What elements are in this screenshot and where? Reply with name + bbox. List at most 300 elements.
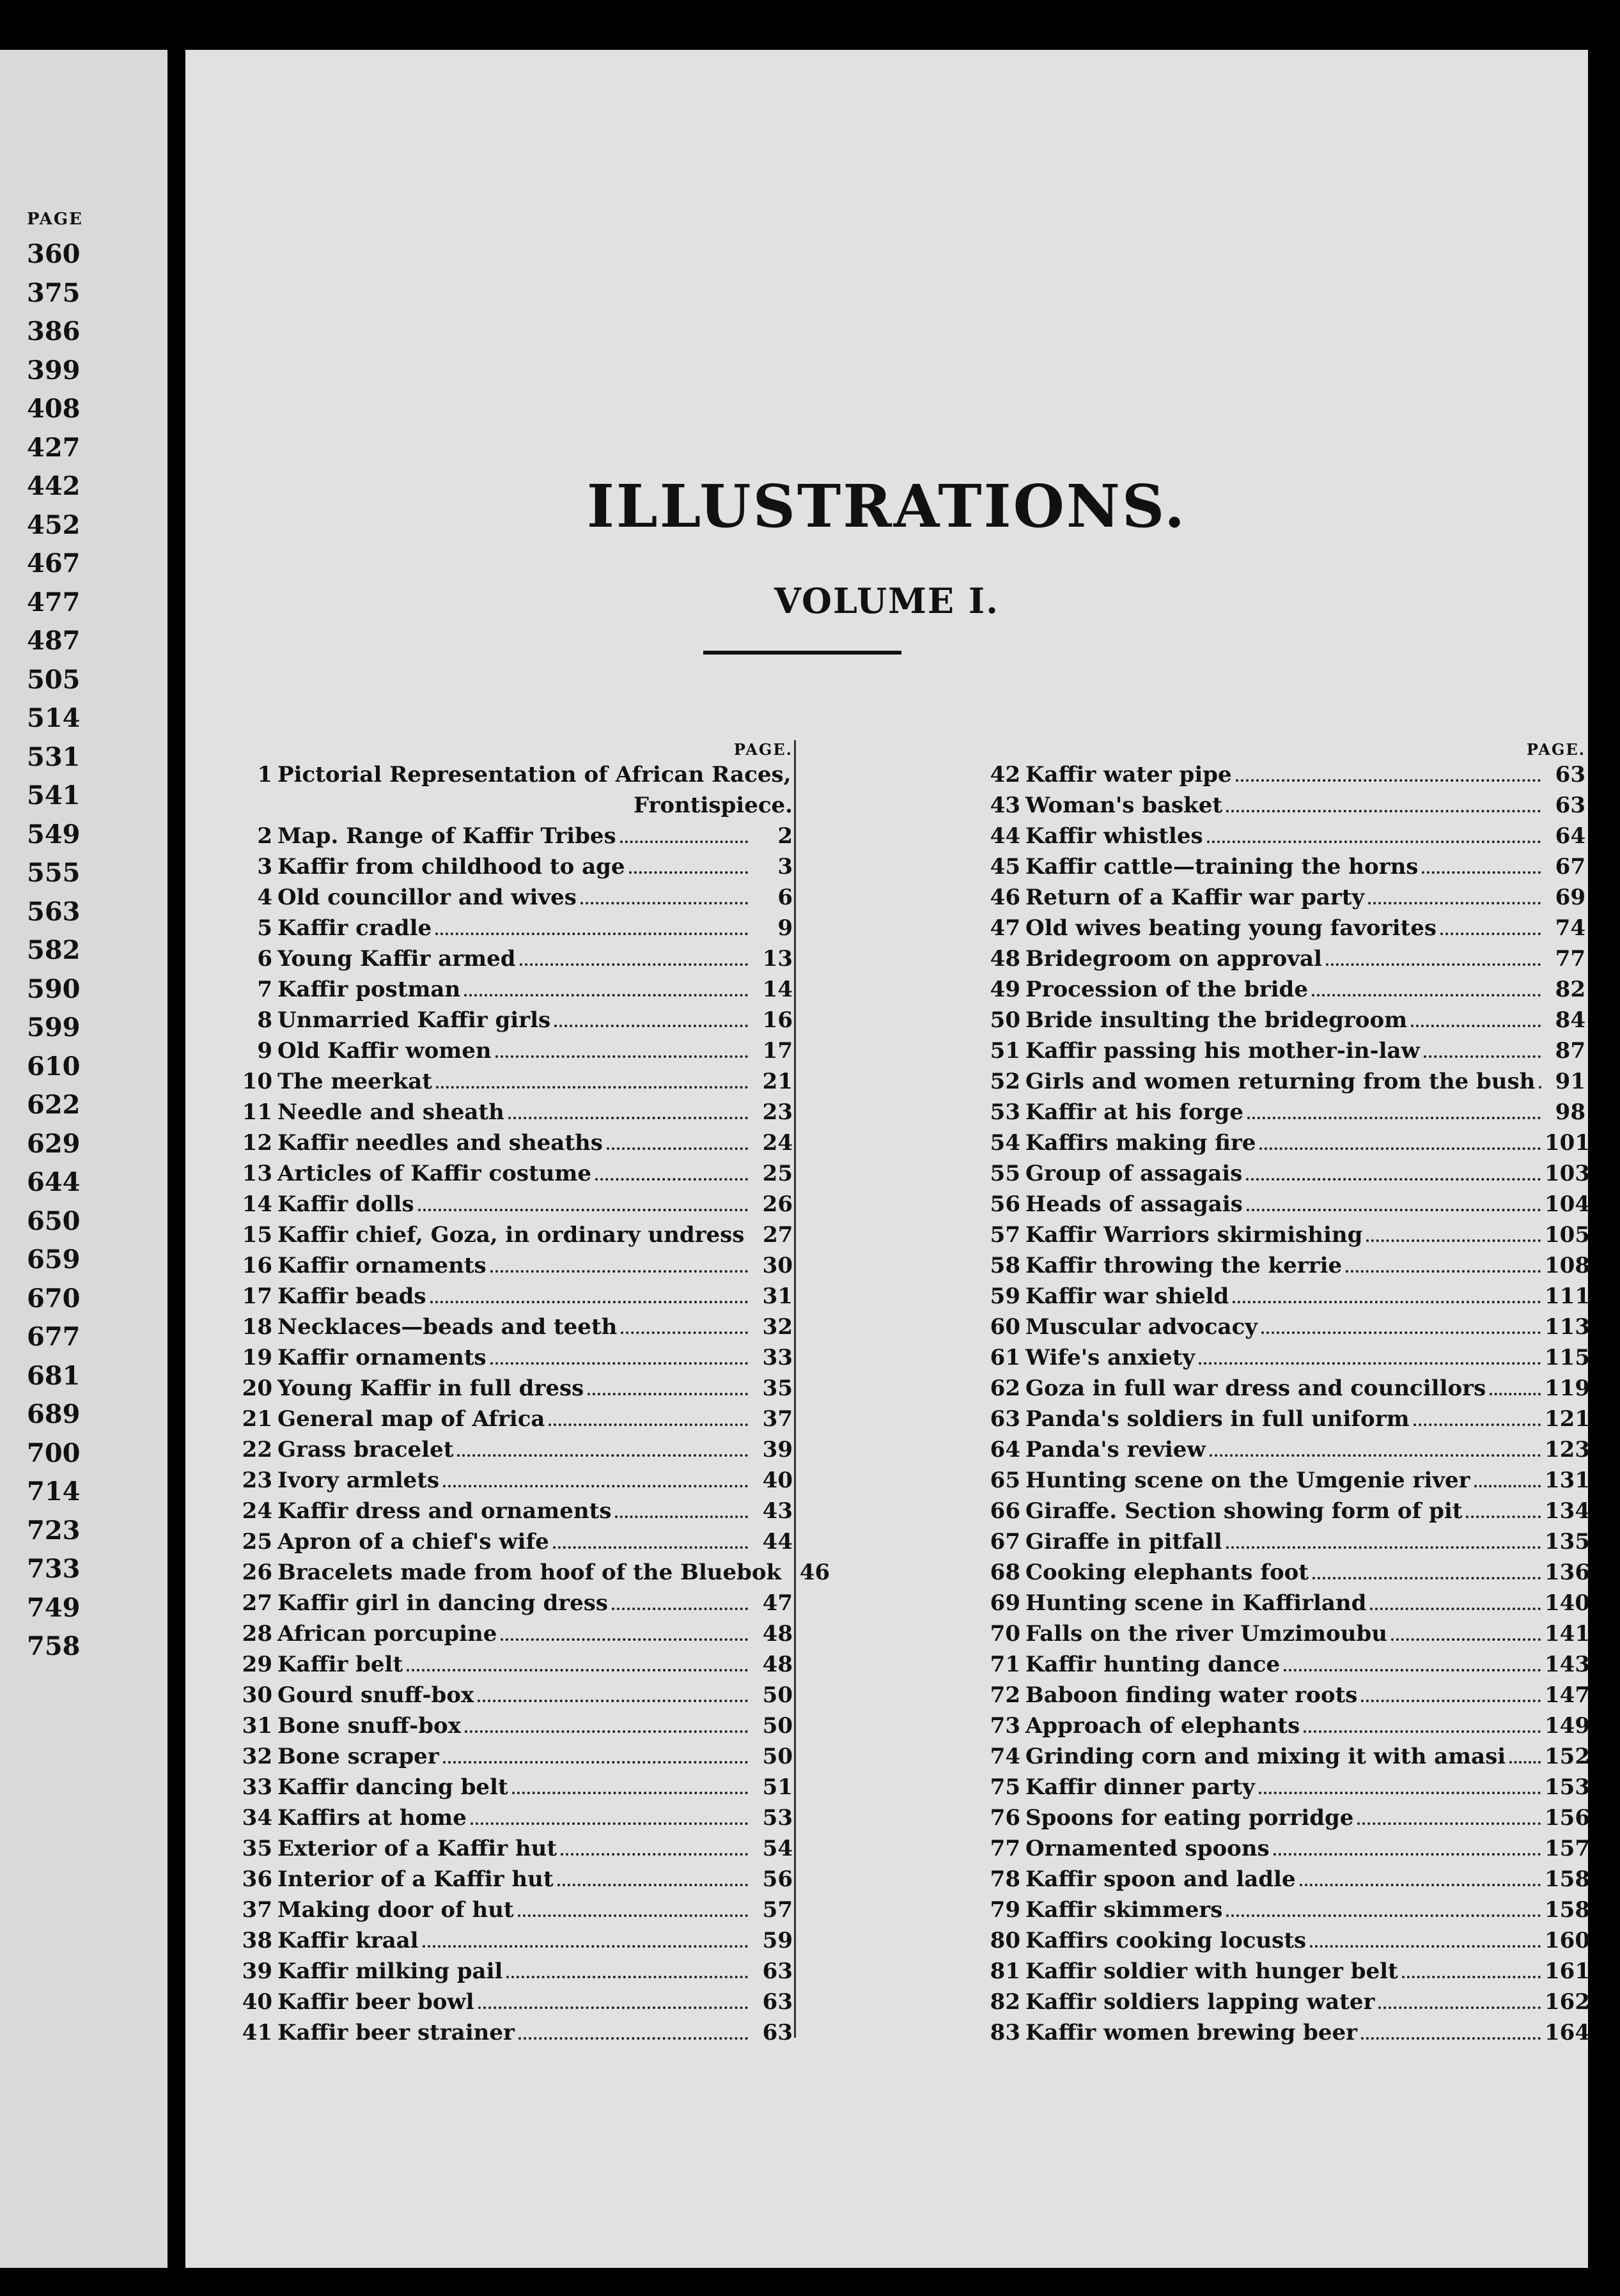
facing-page-number: 452: [27, 509, 81, 540]
entry-title: Kaffirs at home: [277, 1805, 467, 1831]
dot-leader: [1326, 944, 1541, 966]
entry-page: 26: [762, 1191, 793, 1217]
entry-title: Old wives beating young favorites: [1025, 915, 1437, 941]
illustration-entry: [985, 1342, 1590, 1373]
entry-title: Girls and women returning from the bush: [1025, 1069, 1536, 1094]
dot-leader: [1474, 1466, 1541, 1487]
illustration-entry: [985, 1680, 1590, 1710]
dot-leader: [621, 1312, 748, 1334]
dot-leader: [478, 1987, 748, 2009]
page-column-header-right: PAGE.: [1526, 740, 1585, 759]
facing-page-number: 677: [27, 1322, 81, 1352]
dot-leader: [557, 1865, 748, 1886]
entry-title: Kaffir at his forge: [1025, 1099, 1243, 1125]
page-column-header: PAGE.: [733, 740, 793, 759]
entry-page: 63: [1555, 793, 1585, 818]
entry-number: 24: [242, 1498, 272, 1524]
dot-leader: [465, 1711, 748, 1733]
dot-leader: [436, 1067, 748, 1089]
entry-page: 63: [762, 1989, 793, 2015]
illustration-entry: [985, 790, 1585, 821]
entry-number: 26: [242, 1560, 272, 1585]
entry-number: 18: [242, 1314, 272, 1340]
illustration-entry: [985, 1618, 1590, 1649]
entry-number: 27: [242, 1590, 272, 1616]
dot-leader: [1207, 821, 1541, 843]
entry-title: Kaffir from childhood to age: [277, 854, 625, 880]
illustration-entry: [237, 1649, 793, 1680]
entry-number: 66: [990, 1498, 1020, 1524]
entry-page: 63: [762, 2020, 793, 2045]
entry-page: 63: [1555, 762, 1585, 787]
dot-leader: [501, 1619, 748, 1641]
entry-page: 115: [1545, 1345, 1590, 1370]
facing-page-number-column: [27, 210, 155, 1666]
facing-page-number: 514: [27, 703, 81, 733]
dot-leader: [1368, 883, 1541, 904]
dot-leader: [471, 1803, 748, 1825]
entry-number: 11: [242, 1099, 272, 1125]
entry-page: 2: [777, 823, 793, 849]
illustration-entry: [237, 1097, 793, 1128]
entry-page: 162: [1545, 1989, 1590, 2015]
entry-number: 55: [990, 1161, 1020, 1186]
entry-page: 23: [762, 1099, 793, 1125]
dot-leader: [1312, 975, 1541, 997]
entry-title: Old Kaffir women: [277, 1038, 492, 1064]
entry-number: 51: [990, 1038, 1020, 1064]
entry-page: 147: [1545, 1682, 1590, 1708]
entry-page: 158: [1545, 1897, 1590, 1923]
entry-number: 25: [242, 1529, 272, 1555]
illustration-entry: [237, 1895, 793, 1925]
illustration-entry: [237, 1526, 793, 1557]
entry-number: 33: [242, 1774, 272, 1800]
entry-number: 53: [990, 1099, 1020, 1125]
dot-leader: [1259, 1128, 1541, 1150]
entry-title: Bone scraper: [277, 1744, 439, 1769]
entry-number: 61: [990, 1345, 1020, 1370]
illustration-entry: [237, 1342, 793, 1373]
entry-page: 119: [1545, 1376, 1590, 1401]
left-list-body: [237, 759, 978, 2048]
facing-page-number: 749: [27, 1592, 81, 1623]
illustration-entry: [985, 1956, 1590, 1987]
illustration-entry: [237, 1864, 793, 1895]
illustration-entry: [237, 1404, 793, 1434]
entry-page: 57: [762, 1897, 793, 1923]
entry-number: 60: [990, 1314, 1020, 1340]
illustration-entry: [985, 1649, 1590, 1680]
entry-page: 67: [1555, 854, 1585, 880]
illustration-entry: [237, 1588, 793, 1618]
entry-number: 59: [990, 1284, 1020, 1309]
illustration-entry: [237, 1803, 793, 1833]
entry-page: 32: [762, 1314, 793, 1340]
illustration-entry: [237, 943, 793, 974]
facing-page-number: 689: [27, 1399, 81, 1429]
illustration-entry: [237, 1281, 793, 1312]
entry-title: Bracelets made from hoof of the Bluebok: [277, 1560, 782, 1585]
illustration-entry: [985, 1220, 1590, 1250]
dot-leader: [512, 1772, 748, 1794]
entry-number: 54: [990, 1130, 1020, 1156]
entry-number: 64: [990, 1437, 1020, 1462]
illustration-entry: [985, 1097, 1585, 1128]
dot-leader: [1246, 1159, 1541, 1181]
entry-number: 10: [242, 1069, 272, 1094]
entry-number: 29: [242, 1652, 272, 1677]
facing-page-number: 555: [27, 858, 81, 888]
dot-leader: [407, 1650, 748, 1672]
entry-title: Unmarried Kaffir girls: [277, 1007, 551, 1033]
entry-page: 157: [1545, 1836, 1590, 1861]
illustration-entry: [985, 882, 1585, 913]
entry-title: Giraffe in pitfall: [1025, 1529, 1222, 1555]
entry-page: 158: [1545, 1866, 1590, 1892]
entry-number: 45: [990, 854, 1020, 880]
entry-number: 12: [242, 1130, 272, 1156]
entry-title: Approach of elephants: [1025, 1713, 1300, 1739]
entry-page: 9: [777, 915, 793, 941]
dot-leader: [1247, 1190, 1541, 1211]
dot-leader: [595, 1159, 748, 1181]
dot-leader: [430, 1282, 748, 1303]
entry-page: 77: [1555, 946, 1585, 972]
entry-number: 69: [990, 1590, 1020, 1616]
entry-page: 87: [1555, 1038, 1585, 1064]
illustration-entry: [985, 1312, 1590, 1342]
illustration-entry: [237, 1465, 793, 1496]
entry-title: Procession of the bride: [1025, 977, 1308, 1002]
entry-title: Map. Range of Kaffir Tribes: [277, 823, 616, 849]
dot-leader: [1357, 1803, 1541, 1825]
dot-leader: [1366, 1220, 1541, 1242]
entry-page: 135: [1545, 1529, 1590, 1555]
illustration-entry: [237, 1220, 793, 1250]
facing-page-number: 399: [27, 355, 81, 385]
facing-page-number: 733: [27, 1554, 81, 1584]
illustration-entry: [237, 1741, 793, 1772]
entry-number: 49: [990, 977, 1020, 1002]
illustration-entry: [985, 1066, 1585, 1097]
entry-number: 42: [990, 762, 1020, 787]
dot-leader: [1300, 1865, 1541, 1886]
entry-page: 113: [1545, 1314, 1590, 1340]
dot-leader: [518, 2018, 748, 2040]
dot-leader: [443, 1742, 748, 1764]
entry-title: Kaffirs cooking locusts: [1025, 1928, 1307, 1953]
entry-title: Exterior of a Kaffir hut: [277, 1836, 557, 1861]
entry-page: 31: [762, 1284, 793, 1309]
dot-leader: [520, 944, 748, 966]
entry-title: Bone snuff-box: [277, 1713, 461, 1739]
entry-page: 143: [1545, 1652, 1590, 1677]
entry-title: Cooking elephants foot: [1025, 1560, 1309, 1585]
entry-title: The meerkat: [277, 1069, 432, 1094]
dot-leader: [1509, 1742, 1541, 1764]
dot-leader: [620, 821, 748, 843]
facing-page-number: 541: [27, 780, 81, 811]
facing-page-number: 599: [27, 1012, 81, 1043]
entry-page: 152: [1545, 1744, 1590, 1769]
dot-leader: [1490, 1374, 1541, 1395]
page-title: ILLUSTRATIONS.: [586, 472, 1187, 541]
entry-title: Bridegroom on approval: [1025, 946, 1322, 972]
dot-leader: [549, 1404, 748, 1426]
illustration-list-right: [985, 740, 1590, 2048]
entry-page: 16: [762, 1007, 793, 1033]
entry-page: 134: [1545, 1498, 1590, 1524]
dot-leader: [1233, 1282, 1541, 1303]
entry-number: 17: [242, 1284, 272, 1309]
illustration-entry: [237, 1925, 793, 1956]
illustration-entry: [985, 1526, 1590, 1557]
entry-page: 121: [1545, 1406, 1590, 1432]
facing-page-number: 700: [27, 1438, 81, 1468]
entry-number: 63: [990, 1406, 1020, 1432]
dot-leader: [554, 1005, 748, 1027]
entry-number: 65: [990, 1468, 1020, 1493]
entry-number: 23: [242, 1468, 272, 1493]
dot-leader: [1226, 1895, 1541, 1917]
dot-leader: [478, 1680, 748, 1702]
illustration-entry: [985, 913, 1585, 943]
entry-page: 53: [762, 1805, 793, 1831]
entry-title: Kaffir ornaments: [277, 1345, 487, 1370]
entry-page: 164: [1545, 2020, 1590, 2045]
entry-title: Hunting scene in Kaffirland: [1025, 1590, 1367, 1616]
dot-leader: [506, 1957, 748, 1978]
entry-number: 19: [242, 1345, 272, 1370]
entry-title: Baboon finding water roots: [1025, 1682, 1358, 1708]
dot-leader: [1226, 791, 1541, 812]
illustration-entry: [985, 1158, 1590, 1189]
entry-page: 51: [762, 1774, 793, 1800]
entry-title: Kaffir passing his mother-in-law: [1025, 1038, 1420, 1064]
entry-title: Ivory armlets: [277, 1468, 440, 1493]
entry-number: 35: [242, 1836, 272, 1861]
entry-page: 50: [762, 1682, 793, 1708]
entry-page: 50: [762, 1744, 793, 1769]
entry-title: Kaffir war shield: [1025, 1284, 1229, 1309]
dot-leader: [1391, 1619, 1541, 1641]
dot-leader: [588, 1374, 748, 1395]
entry-title: Kaffirs making fire: [1025, 1130, 1256, 1156]
entry-title: Kaffir chief, Goza, in ordinary undress: [277, 1222, 745, 1248]
illustration-entry: [237, 1036, 793, 1066]
dot-leader: [457, 1435, 748, 1457]
entry-page: 24: [762, 1130, 793, 1156]
entry-title: Kaffir cradle: [277, 915, 432, 941]
illustration-entry: [985, 1710, 1590, 1741]
entry-page: 63: [762, 1959, 793, 1984]
entry-page: 43: [762, 1498, 793, 1524]
entry-page: 141: [1545, 1621, 1590, 1647]
facing-page-number: 477: [27, 587, 81, 617]
entry-number: 37: [242, 1897, 272, 1923]
dot-leader: [423, 1926, 748, 1948]
facing-page-number: 360: [27, 239, 81, 269]
entry-title: Kaffir postman: [277, 977, 461, 1002]
entry-title: Muscular advocacy: [1025, 1314, 1258, 1340]
illustration-entry: [237, 882, 793, 913]
illustration-entry: [237, 1434, 793, 1465]
entry-number: 3: [257, 854, 272, 880]
entry-page: 149: [1545, 1713, 1590, 1739]
entry-title: Wife's anxiety: [1025, 1345, 1196, 1370]
illustration-entry: [237, 1158, 793, 1189]
illustration-entry: [985, 1833, 1590, 1864]
entry-page: 84: [1555, 1007, 1585, 1033]
illustration-entry: [985, 1036, 1585, 1066]
entry-title: Kaffir dress and ornaments: [277, 1498, 612, 1524]
facing-page-number: 427: [27, 432, 81, 463]
illustration-entry: [985, 1803, 1590, 1833]
dot-leader: [615, 1496, 748, 1518]
entry-title: Kaffir ornaments: [277, 1253, 487, 1278]
facing-page-number: 505: [27, 664, 81, 695]
entry-number: 22: [242, 1437, 272, 1462]
entry-number: 75: [990, 1774, 1020, 1800]
entry-page: 6: [777, 885, 793, 910]
facing-page-number: 723: [27, 1515, 81, 1546]
entry-page: 54: [762, 1836, 793, 1861]
dot-leader: [1346, 1251, 1541, 1273]
dot-leader: [607, 1128, 748, 1150]
entry-page: 103: [1545, 1161, 1590, 1186]
entry-number: 34: [242, 1805, 272, 1831]
title-rule: [703, 651, 901, 655]
facing-page-number: 442: [27, 471, 81, 501]
dot-leader: [612, 1588, 748, 1610]
entry-page: 13: [762, 946, 793, 972]
facing-page-number: 644: [27, 1167, 81, 1197]
entry-number: 43: [990, 793, 1020, 818]
entry-number: 78: [990, 1866, 1020, 1892]
entry-title: Necklaces—beads and teeth: [277, 1314, 618, 1340]
illustration-entry: [237, 1373, 793, 1404]
dot-leader: [1236, 760, 1541, 782]
illustration-entry: [237, 1128, 793, 1158]
entry-page: 136: [1545, 1560, 1590, 1585]
entry-number: 73: [990, 1713, 1020, 1739]
entry-title: Pictorial Representation of African Races,: [277, 762, 791, 787]
illustration-entry: [237, 1250, 793, 1281]
illustration-entry: [985, 1987, 1590, 2017]
entry-title: Ornamented spoons: [1025, 1836, 1270, 1861]
entry-title: Panda's review: [1025, 1437, 1206, 1462]
entry-number: 32: [242, 1744, 272, 1769]
illustration-entry: [985, 1005, 1585, 1036]
entry-title: Return of a Kaffir war party: [1025, 885, 1365, 910]
right-list-body: [985, 759, 1590, 2048]
entry-title: Kaffir soldiers lapping water: [1025, 1989, 1375, 2015]
entry-title: Kaffir girl in dancing dress: [277, 1590, 609, 1616]
facing-page-number: 629: [27, 1128, 81, 1159]
entry-number: 36: [242, 1866, 272, 1892]
entry-title: Kaffir women brewing beer: [1025, 2020, 1358, 2045]
illustration-entry: [237, 1005, 793, 1036]
entry-number: 68: [990, 1560, 1020, 1585]
entry-title: Young Kaffir in full dress: [277, 1376, 584, 1401]
illustration-entry: [985, 1925, 1590, 1956]
entry-number: 28: [242, 1621, 272, 1647]
entry-number: 50: [990, 1007, 1020, 1033]
entry-number: 2: [257, 823, 272, 849]
illustration-entry: [237, 1496, 793, 1526]
dot-leader: [1284, 1650, 1541, 1672]
illustration-entry: [237, 913, 793, 943]
illustration-entry: [237, 1710, 793, 1741]
entry-title: Kaffir soldier with hunger belt: [1025, 1959, 1398, 1984]
dot-leader: [1361, 2018, 1541, 2040]
entry-page: 105: [1545, 1222, 1590, 1248]
illustration-entry: [237, 821, 793, 851]
dot-leader: [1259, 1772, 1541, 1794]
entry-title: Kaffir cattle—training the horns: [1025, 854, 1419, 880]
entry-title: Old councillor and wives: [277, 885, 577, 910]
illustration-entry: [985, 1864, 1590, 1895]
entry-number: 15: [242, 1222, 272, 1248]
illustration-entry: [237, 851, 793, 882]
facing-page-header: PAGE: [27, 210, 83, 229]
entry-number: 80: [990, 1928, 1020, 1953]
facing-page-number: 375: [27, 277, 81, 308]
entry-number: 13: [242, 1161, 272, 1186]
facing-page-number: 590: [27, 973, 81, 1004]
entry-title: Kaffir Warriors skirmishing: [1025, 1222, 1363, 1248]
entry-page: 156: [1545, 1805, 1590, 1831]
entry-title: Kaffir throwing the kerrie: [1025, 1253, 1343, 1278]
illustration-entry: [985, 1496, 1590, 1526]
entry-title: Kaffir beer bowl: [277, 1989, 474, 2015]
entry-number: 62: [990, 1376, 1020, 1401]
entry-number: 8: [257, 1007, 272, 1033]
illustration-entry: [985, 974, 1585, 1005]
facing-page-number: 650: [27, 1206, 81, 1236]
illustration-entry: [985, 1373, 1590, 1404]
entry-title: Group of assagais: [1025, 1161, 1243, 1186]
entry-number: 4: [257, 885, 272, 910]
entry-number: 44: [990, 823, 1020, 849]
entry-page: 101: [1545, 1130, 1590, 1156]
dot-leader: [1402, 1957, 1541, 1978]
entry-page: 27: [763, 1222, 793, 1248]
entry-title: Young Kaffir armed: [277, 946, 516, 972]
illustration-entry: [985, 1250, 1590, 1281]
entry-number: 79: [990, 1897, 1020, 1923]
entry-page: 40: [762, 1468, 793, 1493]
dot-leader: [629, 852, 748, 874]
facing-page-number: 681: [27, 1360, 81, 1391]
entry-page: 21: [762, 1069, 793, 1094]
entry-title: Kaffir spoon and ladle: [1025, 1866, 1296, 1892]
entry-number: 67: [990, 1529, 1020, 1555]
illustration-entry: [237, 1618, 793, 1649]
entry-title: Kaffir kraal: [277, 1928, 419, 1953]
entry-number: 83: [990, 2020, 1020, 2045]
entry-number: 14: [242, 1191, 272, 1217]
illustration-entry: [985, 1404, 1590, 1434]
entry-page: 98: [1555, 1099, 1585, 1125]
entry-number: 57: [990, 1222, 1020, 1248]
entry-number: 40: [242, 1989, 272, 2015]
entry-page: 104: [1545, 1191, 1590, 1217]
dot-leader: [443, 1466, 748, 1487]
entry-number: 81: [990, 1959, 1020, 1984]
facing-page-number: 563: [27, 896, 81, 927]
